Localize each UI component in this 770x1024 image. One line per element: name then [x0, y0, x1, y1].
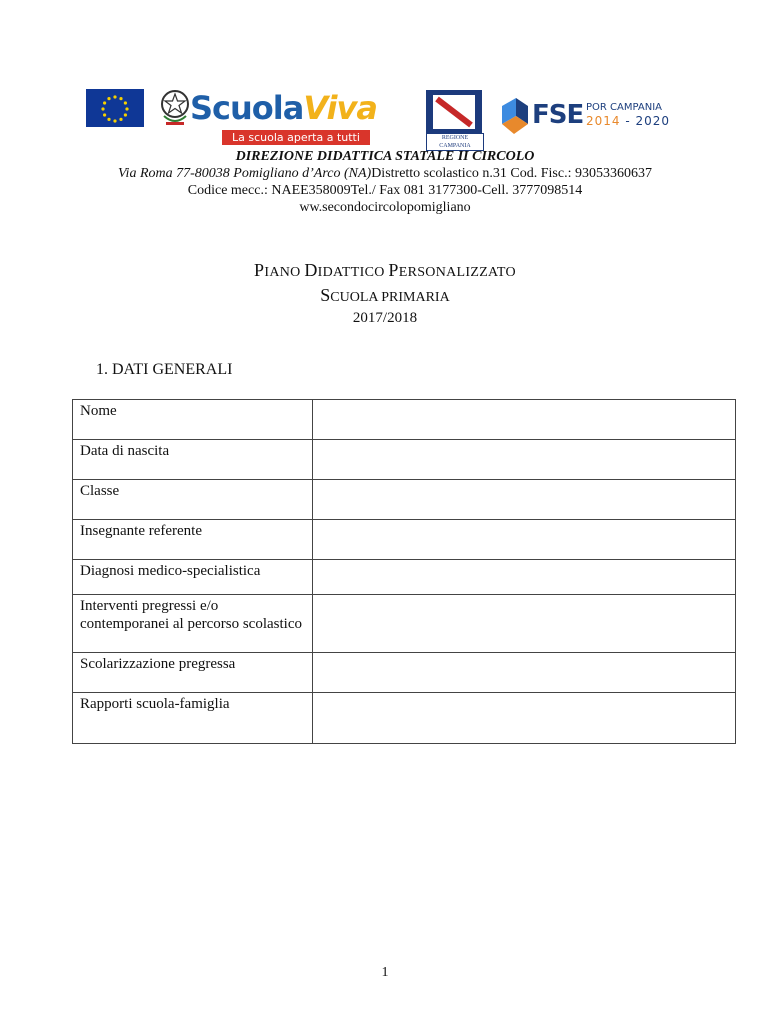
- field-value-cell[interactable]: [313, 595, 736, 653]
- table-row: [73, 480, 736, 520]
- school-address: Via Roma 77-80038 Pomigliano d’Arco (NA)Distretto scolastico n.31 Cod. Fisc.: 93053360637: [118, 166, 652, 181]
- field-value-cell[interactable]: [313, 480, 736, 520]
- table-row: [73, 520, 736, 560]
- school-name: DIREZIONE DIDATTICA STATALE II CIRCOLO: [235, 149, 535, 164]
- field-value-cell[interactable]: [313, 653, 736, 693]
- field-label: Nome: [73, 400, 313, 440]
- school-header: [0, 148, 770, 216]
- field-label: Insegnante referente: [73, 520, 313, 560]
- eu-flag-icon: [86, 89, 144, 127]
- italian-republic-emblem-icon: [160, 86, 190, 128]
- scuola-viva-logo: [190, 90, 400, 148]
- section-heading: 1. DATI GENERALI: [96, 361, 233, 378]
- regione-campania-logo: [426, 90, 484, 149]
- page-number: 1: [381, 965, 389, 980]
- document-subtitle: SCUOLA PRIMARIA: [320, 285, 450, 305]
- scuola-viva-wordmark: ScuolaViva: [190, 89, 377, 127]
- field-value-cell[interactable]: [313, 693, 736, 744]
- field-label: Classe: [73, 480, 313, 520]
- school-codes: Codice mecc.: NAEE358009Tel./ Fax 081 3177300-Cell. 3777098514: [187, 183, 583, 198]
- scuola-viva-tagline: La scuola aperta a tutti: [222, 130, 370, 145]
- fse-years-label: 2014 - 2020: [586, 114, 671, 128]
- document-title: PIANO DIDATTICO PERSONALIZZATO: [254, 260, 516, 280]
- field-value-cell[interactable]: [313, 560, 736, 595]
- fse-wordmark: FSE: [532, 100, 584, 130]
- fse-por-label: POR CAMPANIA: [586, 102, 662, 113]
- school-year: 2017/2018: [352, 310, 418, 326]
- field-label: Diagnosi medico-specialistica: [73, 560, 313, 595]
- field-value-cell[interactable]: [313, 440, 736, 480]
- fse-cube-icon: [496, 94, 530, 138]
- logo-strip: [86, 86, 671, 149]
- table-row: [73, 400, 736, 440]
- table-row: [73, 560, 736, 595]
- field-value-cell[interactable]: [313, 400, 736, 440]
- school-website: ww.secondocircolopomigliano: [299, 200, 471, 215]
- field-value-cell[interactable]: [313, 520, 736, 560]
- table-row: [73, 440, 736, 480]
- table-row: [73, 693, 736, 744]
- regione-campania-emblem-icon: [426, 90, 482, 134]
- table-row: [73, 595, 736, 653]
- field-label: Interventi pregressi e/o contemporanei al percorso scolastico: [73, 595, 313, 653]
- fse-por-campania-logo: [496, 94, 671, 140]
- field-label: Data di nascita: [73, 440, 313, 480]
- regione-campania-label: REGIONE CAMPANIA: [426, 133, 484, 151]
- field-label: Rapporti scuola-famiglia: [73, 693, 313, 744]
- field-label: Scolarizzazione pregressa: [73, 653, 313, 693]
- table-row: [73, 653, 736, 693]
- dati-generali-table: [72, 399, 736, 744]
